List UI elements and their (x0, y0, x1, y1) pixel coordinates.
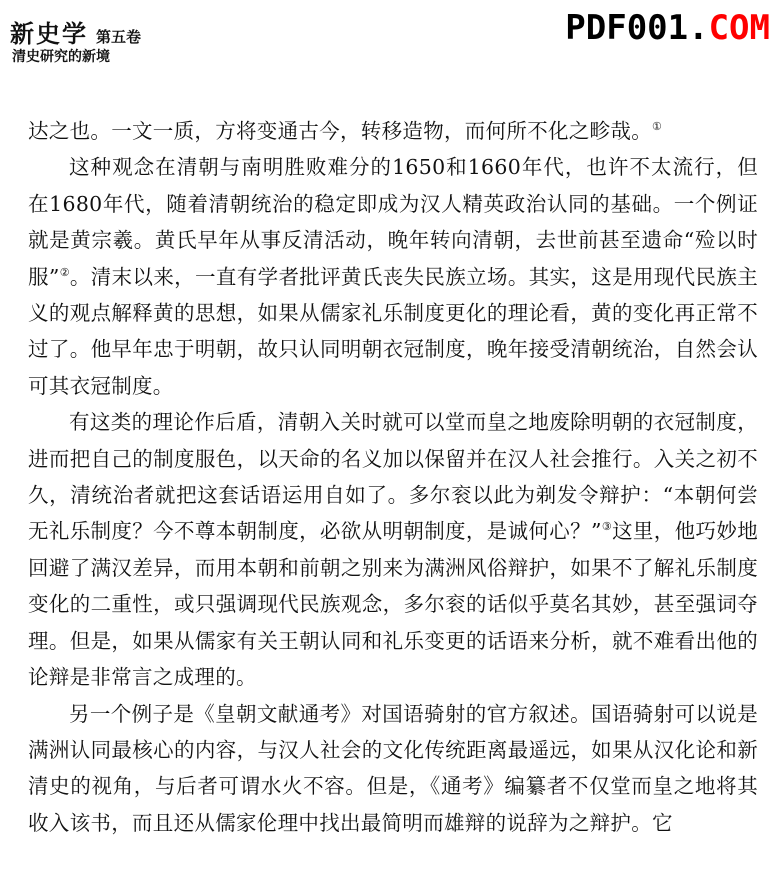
paragraph-text: 有这类的理论作后盾，清朝入关时就可以堂而皇之地废除明朝的衣冠制度，进而把自己的制度服色，以天命的名义加以保留并在汉人社会推行。入关之初不久，清统治者就把这套话语运用自如了。多尔衮以此为剃发令辩护：“本朝何尝无礼乐制度？今不尊本朝制度，必欲从明朝制度，是诚何心？” (28, 410, 758, 544)
paragraph-text: 达之也。一文一质，方将变通古今，转移造物，而何所不化之畛哉。 (28, 119, 652, 143)
paragraph-text-rest: 这里，他巧妙地回避了满汉差异，而用本朝和前朝之别来为满洲风俗辩护，如果不了解礼乐制度变化的二重性，或只强调现代民族观念，多尔衮的话似乎莫名其妙，甚至强词夺理。但是，如果从儒家有关王朝认同和礼乐变更的话语来分析，就不难看出他的论辩是非常言之成理的。 (28, 519, 758, 690)
paragraph (28, 404, 758, 695)
page-body (28, 113, 758, 841)
running-head (10, 14, 141, 49)
footnote-marker[interactable]: ② (59, 265, 70, 279)
page-header (0, 0, 780, 100)
paragraph-continued (28, 113, 758, 149)
paragraph-text-rest: 。清末以来，一直有学者批评黄氏丧失民族立场。其实，这是用现代民族主义的观点解释黄的思想，如果从儒家礼乐制度更化的理论看，黄的变化再正常不过了。他早年忠于明朝，故只认同明朝衣冠制度，晚年接受清朝统治，自然会认可其衣冠制度。 (28, 264, 758, 398)
watermark-part1: PDF001. (565, 8, 709, 48)
footnote-marker[interactable]: ③ (601, 520, 613, 534)
series-title: 新史学 (10, 19, 88, 48)
volume-label: 第五卷 (96, 28, 142, 46)
watermark-logo (565, 8, 770, 48)
paragraph (28, 149, 758, 404)
paragraph-text: 这种观念在清朝与南明胜败难分的1650和1660年代，也许不太流行，但在1680年代，随着清朝统治的稳定即成为汉人精英政治认同的基础。一个例证就是黄宗羲。黄氏早年从事反清活动，晚年转向清朝，去世前甚至遗命“殓以时服” (28, 155, 758, 289)
watermark-part2: COM (708, 8, 770, 48)
footnote-marker[interactable]: ① (652, 120, 663, 134)
paragraph-text: 另一个例子是《皇朝文献通考》对国语骑射的官方叙述。国语骑射可以说是满洲认同最核心的内容，与汉人社会的文化传统距离最遥远，如果从汉化论和新清史的视角，与后者可谓水火不容。但是，《通考》编纂者不仅堂而皇之地将其收入该书，而且还从儒家伦理中找出最简明而雄辩的说辞为之辩护。它 (28, 701, 758, 835)
book-subtitle: 清史研究的新境 (12, 49, 110, 65)
paragraph (28, 696, 758, 842)
